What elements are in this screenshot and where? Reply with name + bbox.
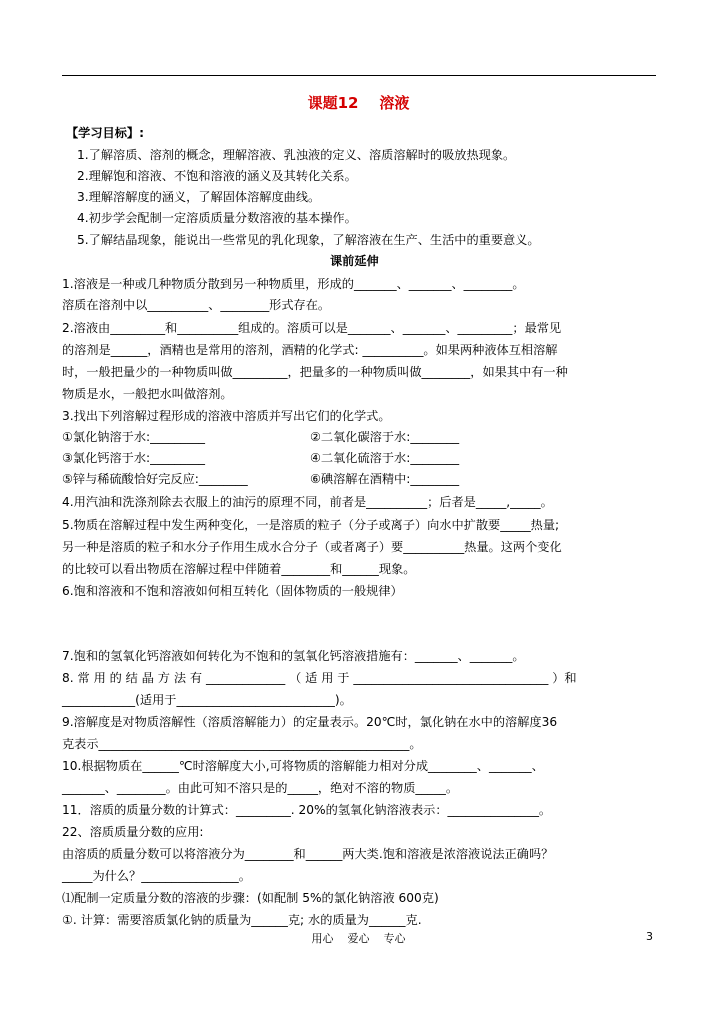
goals-header: 【学习目标】: — [66, 126, 144, 140]
question-line: 4.用汽油和洗涤剂除去衣服上的油污的原理不同，前者是__________；后者是_____,_____。 — [62, 495, 553, 509]
q3-item: ①氯化钠溶于水:_________ — [62, 430, 206, 444]
q3-item: ⑤锌与稀硫酸恰好完反应:________ — [62, 472, 248, 486]
question-line: ⑴配制一定质量分数的溶液的步骤：(如配制 5%的氯化钠溶液 600克) — [62, 891, 439, 905]
question-line: 9.溶解度是对物质溶解性（溶质溶解能力）的定量表示。20℃时，氯化钠在水中的溶解度36 — [62, 715, 558, 729]
question-line: _____为什么？________________。 — [62, 869, 251, 883]
question-line: 6.饱和溶液和不饱和溶液如何相互转化（固体物质的一般规律） — [62, 584, 403, 598]
q3-item: ②二氧化碳溶于水:________ — [310, 430, 460, 444]
question-line: 时，一般把量少的一种物质叫做_________，把量多的一种物质叫做________，如果其中有一种 — [62, 365, 568, 379]
page-footer: 用心 爱心 专心 — [311, 932, 406, 945]
goal-item: 4.初步学会配制一定溶质质量分数溶液的基本操作。 — [77, 211, 357, 225]
question-line: 溶质在溶剂中以__________、________形式存在。 — [62, 298, 331, 312]
question-line: 3.找出下列溶解过程形成的溶液中溶质并写出它们的化学式。 — [62, 409, 391, 423]
question-line: 11．溶质的质量分数的计算式：_________. 20%的氢氧化钠溶液表示：_______________。 — [62, 803, 552, 817]
page-number: 3 — [646, 930, 653, 943]
question-line: 22、溶质质量分数的应用: — [62, 825, 204, 839]
goal-item: 5.了解结晶现象，能说出一些常见的乳化现象，了解溶液在生产、生活中的重要意义。 — [77, 233, 540, 247]
question-line: 的比较可以看出物质在溶解过程中伴随着________和______现象。 — [62, 562, 416, 576]
question-line: 8. 常 用 的 结 晶 方 法 有 _____________ （ 适 用 于 ________________________________ ）和 — [62, 671, 577, 685]
goal-item: 1.了解溶质、溶剂的概念，理解溶液、乳浊液的定义、溶质溶解时的吸放热现象。 — [77, 148, 516, 162]
question-line: 克表示___________________________________________________。 — [62, 737, 422, 751]
question-line: 另一种是溶质的粒子和水分子作用生成水合分子（或者离子）要__________热量。这两个变化 — [62, 540, 562, 554]
q3-item: ③氯化钙溶于水:_________ — [62, 451, 206, 465]
q3-item: ⑥碘溶解在酒精中:________ — [310, 472, 460, 486]
question-line: 2.溶液由_________和__________组成的。溶质可以是_______、_______、_________；最常见 — [62, 321, 562, 335]
question-line: 7.饱和的氢氧化钙溶液如何转化为不饱和的氢氧化钙溶液措施有：_______、_______。 — [62, 649, 525, 663]
q3-item: ④二氧化硫溶于水:________ — [310, 451, 460, 465]
question-line: 由溶质的质量分数可以将溶液分为________和______两大类.饱和溶液是浓溶液说法正确吗？ — [62, 847, 554, 861]
lesson-title: 课题12 溶液 — [307, 94, 410, 112]
question-line: ①. 计算：需要溶质氯化钠的质量为______克; 水的质量为______克. — [62, 913, 422, 927]
question-line: ____________(适用于__________________________)。 — [62, 693, 352, 707]
question-line: 物质是水，一般把水叫做溶剂。 — [62, 387, 233, 401]
question-line: 的溶剂是______，酒精也是常用的溶剂，酒精的化学式: __________。如果两种液体互相溶解 — [62, 343, 558, 357]
goal-item: 2.理解饱和溶液、不饱和溶液的涵义及其转化关系。 — [77, 169, 357, 183]
question-line: 10.根据物质在______℃时溶解度大小,可将物质的溶解能力相对分成________、_______、 — [62, 759, 544, 773]
header-rule — [62, 75, 656, 76]
question-line: 1.溶液是一种或几种物质分散到另一种物质里，形成的_______、_______、________。 — [62, 277, 525, 291]
question-line: _______、________。由此可知不溶只是的_____，绝对不溶的物质_____。 — [62, 781, 459, 795]
section-title: 课前延伸 — [330, 254, 379, 268]
goal-item: 3.理解溶解度的涵义，了解固体溶解度曲线。 — [77, 190, 321, 204]
question-line: 5.物质在溶解过程中发生两种变化，一是溶质的粒子（分子或离子）向水中扩散要_____热量; — [62, 518, 560, 532]
